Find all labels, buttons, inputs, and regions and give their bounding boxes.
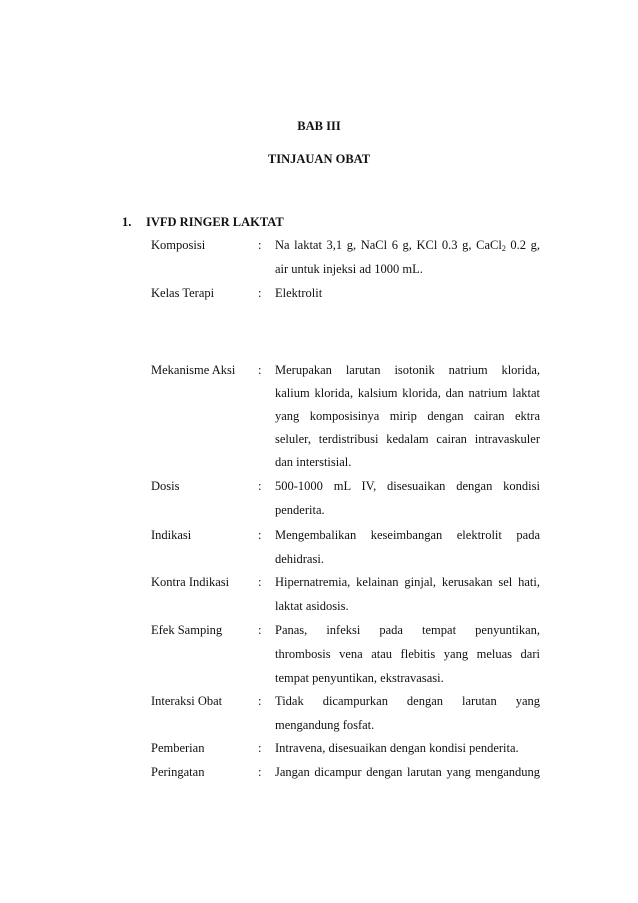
chapter-heading: BAB III [297,119,341,133]
entry-value-line: Mengembalikan keseimbangan elektrolit pada [275,528,540,542]
colon: : [258,694,262,708]
entry-label: Kontra Indikasi [151,575,230,589]
colon: : [258,479,262,493]
entry-label: Dosis [151,479,180,493]
entry-label: Mekanisme Aksi [151,363,236,377]
entry-value-line: Elektrolit [275,286,323,300]
section-number: 1. [122,215,132,229]
entry-value-line: Panas, infeksi pada tempat penyuntikan, [275,623,540,637]
entry-label: Kelas Terapi [151,286,215,300]
entry-value-line: air untuk injeksi ad 1000 mL. [275,262,423,276]
colon: : [258,528,262,542]
entry-value-line: Na laktat 3,1 g, NaCl 6 g, KCl 0.3 g, CaCl$_2$ 0.2 g, [275,238,540,253]
entry-value-line: kalium klorida, kalsium klorida, dan natrium laktat [275,386,540,400]
entry-value-line: Intravena, disesuaikan dengan kondisi penderita. [275,741,519,755]
entry-value-line: Merupakan larutan isotonik natrium klorida, [275,363,540,377]
entry-label: Interaksi Obat [151,694,223,708]
colon: : [258,286,262,300]
entry-value-line: 500-1000 mL IV, disesuaikan dengan kondisi [275,479,540,493]
colon: : [258,741,262,755]
section-heading: IVFD RINGER LAKTAT [146,215,284,229]
entry-value-line: seluler, terdistribusi kedalam cairan intravaskuler [275,432,540,446]
colon: : [258,238,262,252]
entry-value-line: Tidak dicampurkan dengan larutan yang [275,694,540,708]
entry-value-line: tempat penyuntikan, ekstravasasi. [275,671,444,685]
entry-value-line: penderita. [275,503,325,517]
entry-value-line: laktat asidosis. [275,599,349,613]
colon: : [258,363,262,377]
entry-label: Peringatan [151,765,205,779]
colon: : [258,575,262,589]
entry-label: Pemberian [151,741,205,755]
entry-value-line: Jangan dicampur dengan larutan yang mengandung [275,765,540,779]
entry-label: Komposisi [151,238,206,252]
entry-label: Indikasi [151,528,192,542]
colon: : [258,765,262,779]
page-title: TINJAUAN OBAT [267,152,371,166]
entry-value-line: mengandung fosfat. [275,718,375,732]
entry-value-line: thrombosis vena atau flebitis yang meluas dari [275,647,540,661]
entry-label: Efek Samping [151,623,223,637]
colon: : [258,623,262,637]
entry-value-line: dan interstisial. [275,455,352,469]
entry-value-line: dehidrasi. [275,552,324,566]
entry-value-line: Hipernatremia, kelainan ginjal, kerusakan sel hati, [275,575,540,589]
entry-value-line: yang komposisinya mirip dengan cairan ektra [275,409,540,423]
